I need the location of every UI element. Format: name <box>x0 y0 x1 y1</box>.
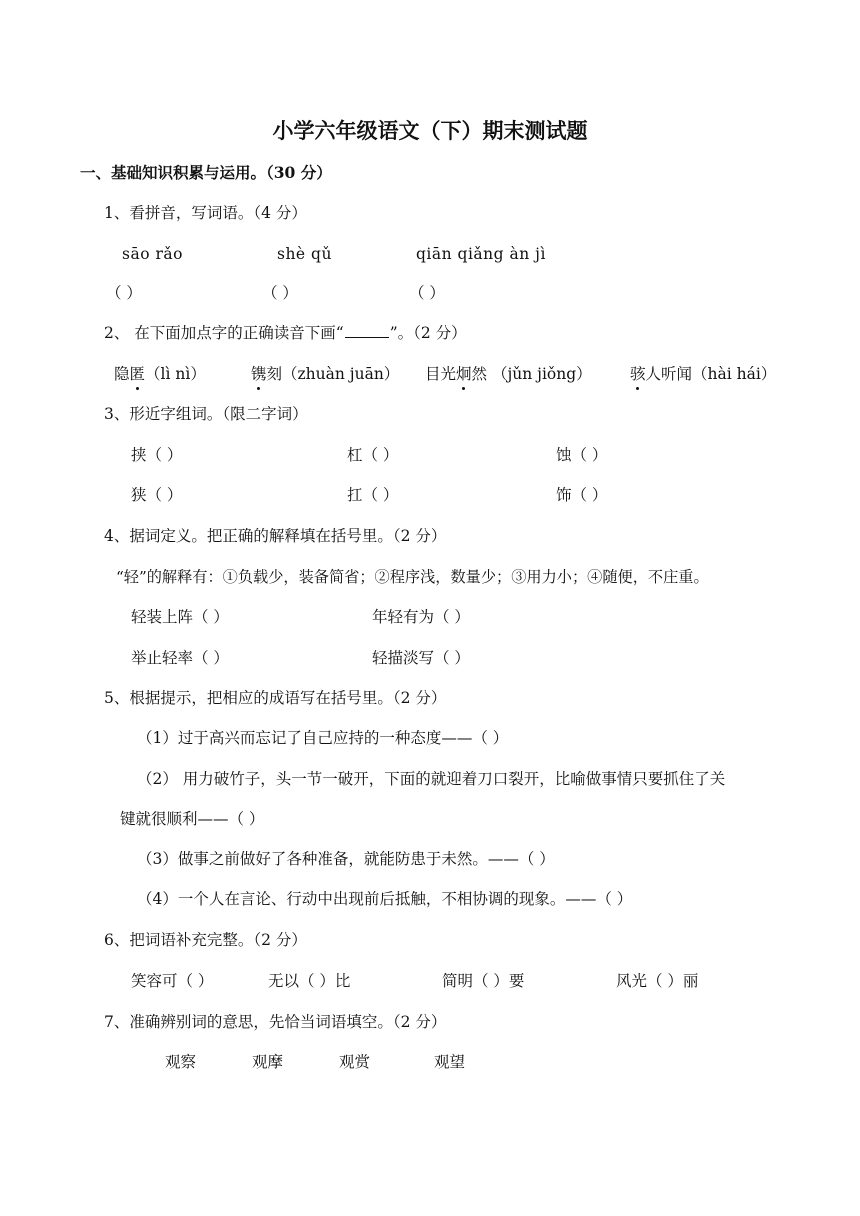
answer-bracket-2[interactable]: （ ） <box>262 284 298 302</box>
char-blank[interactable]: 挟（ ） <box>131 446 183 464</box>
char-blank[interactable]: 狭（ ） <box>131 486 183 504</box>
question-2-label <box>104 323 467 343</box>
idiom-prompt-1[interactable]: （1）过于高兴而忘记了自己应持的一种态度——（ ） <box>137 729 509 747</box>
question-6-label: 6、把词语补充完整。（2 分） <box>104 931 307 949</box>
word-blank-3[interactable]: 简明（ ）要 <box>442 972 525 990</box>
dotted-char: 骇 <box>630 365 646 383</box>
reading-item-1 <box>114 364 206 384</box>
definition-blank[interactable]: 轻描淡写（ ） <box>372 649 470 667</box>
word-blank-1[interactable]: 笑容可（ ） <box>131 972 214 990</box>
definition-blank[interactable]: 年轻有为（ ） <box>372 608 470 626</box>
dotted-char: 匿 <box>129 365 146 383</box>
dotted-char: 炯 <box>456 365 472 383</box>
word-option-2: 观摩 <box>252 1053 284 1071</box>
dotted-char: 镌 <box>251 365 267 383</box>
word-blank-4[interactable]: 风光（ ）丽 <box>616 972 699 990</box>
question-1-label: 1、看拼音，写词语。（4 分） <box>104 204 307 222</box>
word-option-4: 观望 <box>434 1053 466 1071</box>
char-blank[interactable]: 杠（ ） <box>347 446 399 464</box>
reading-item-3 <box>425 364 592 384</box>
word-blank-2[interactable]: 无以（ ）比 <box>268 972 351 990</box>
char-blank[interactable]: 蚀（ ） <box>556 446 608 464</box>
item-pinyin-options[interactable]: 刻（zhuàn juān） <box>266 365 400 383</box>
answer-bracket-3[interactable]: （ ） <box>409 284 445 302</box>
definition-blank[interactable]: 举止轻率（ ） <box>131 649 229 667</box>
reading-item-2 <box>251 364 399 384</box>
pinyin-2: shè qǔ <box>277 245 332 263</box>
idiom-prompt-3[interactable]: （3）做事之前做好了各种准备，就能防患于未然。——（ ） <box>137 850 555 868</box>
idiom-prompt-2: （2） 用力破竹子，头一节一破开，下面的就迎着刀口裂开，比喻做事情只要抓住了关 <box>137 770 726 788</box>
item-text: 隐 <box>114 365 130 383</box>
char-blank[interactable]: 饰（ ） <box>556 486 608 504</box>
question-7-label: 7、准确辨别词的意思，先恰当词语填空。（2 分） <box>104 1013 447 1031</box>
question-4-label: 4、据词定义。把正确的解释填在括号里。（2 分） <box>104 527 447 545</box>
definition-text: “轻”的解释有：①负载少，装备简省；②程序浅，数量少；③用力小；④随便，不庄重。 <box>116 568 709 586</box>
idiom-prompt-4[interactable]: （4）一个人在言论、行动中出现前后抵触，不相协调的现象。——（ ） <box>137 890 633 908</box>
answer-bracket-1[interactable]: （ ） <box>106 284 142 302</box>
underline-sample <box>345 323 389 338</box>
idiom-prompt-2-cont[interactable]: 键就很顺利——（ ） <box>120 810 265 828</box>
question-3-label: 3、形近字组词。（限二字词） <box>104 405 308 423</box>
pinyin-3: qiān qiǎng àn jì <box>416 245 546 263</box>
page-title: 小学六年级语文（下）期末测试题 <box>272 118 588 143</box>
reading-item-4 <box>630 364 776 384</box>
question-2-label-start: 2、 在下面加点字的正确读音下画“ <box>104 324 344 342</box>
item-pinyin-options[interactable]: 人听闻（hài hái） <box>645 365 777 383</box>
word-option-3: 观赏 <box>339 1053 371 1071</box>
pinyin-1: sāo rǎo <box>122 245 183 263</box>
char-blank[interactable]: 扛（ ） <box>347 486 399 504</box>
question-5-label: 5、根据提示，把相应的成语写在括号里。（2 分） <box>104 689 447 707</box>
section-heading: 一、基础知识积累与运用。（30 分） <box>80 163 332 182</box>
item-text: 目光 <box>425 365 457 383</box>
item-pinyin-options[interactable]: （lì nì） <box>145 365 206 383</box>
word-option-1: 观察 <box>165 1053 197 1071</box>
definition-blank[interactable]: 轻装上阵（ ） <box>131 608 229 626</box>
item-pinyin-options[interactable]: 然 （jǔn jiǒng） <box>471 365 592 383</box>
question-2-label-end: ”。（2 分） <box>389 324 467 342</box>
